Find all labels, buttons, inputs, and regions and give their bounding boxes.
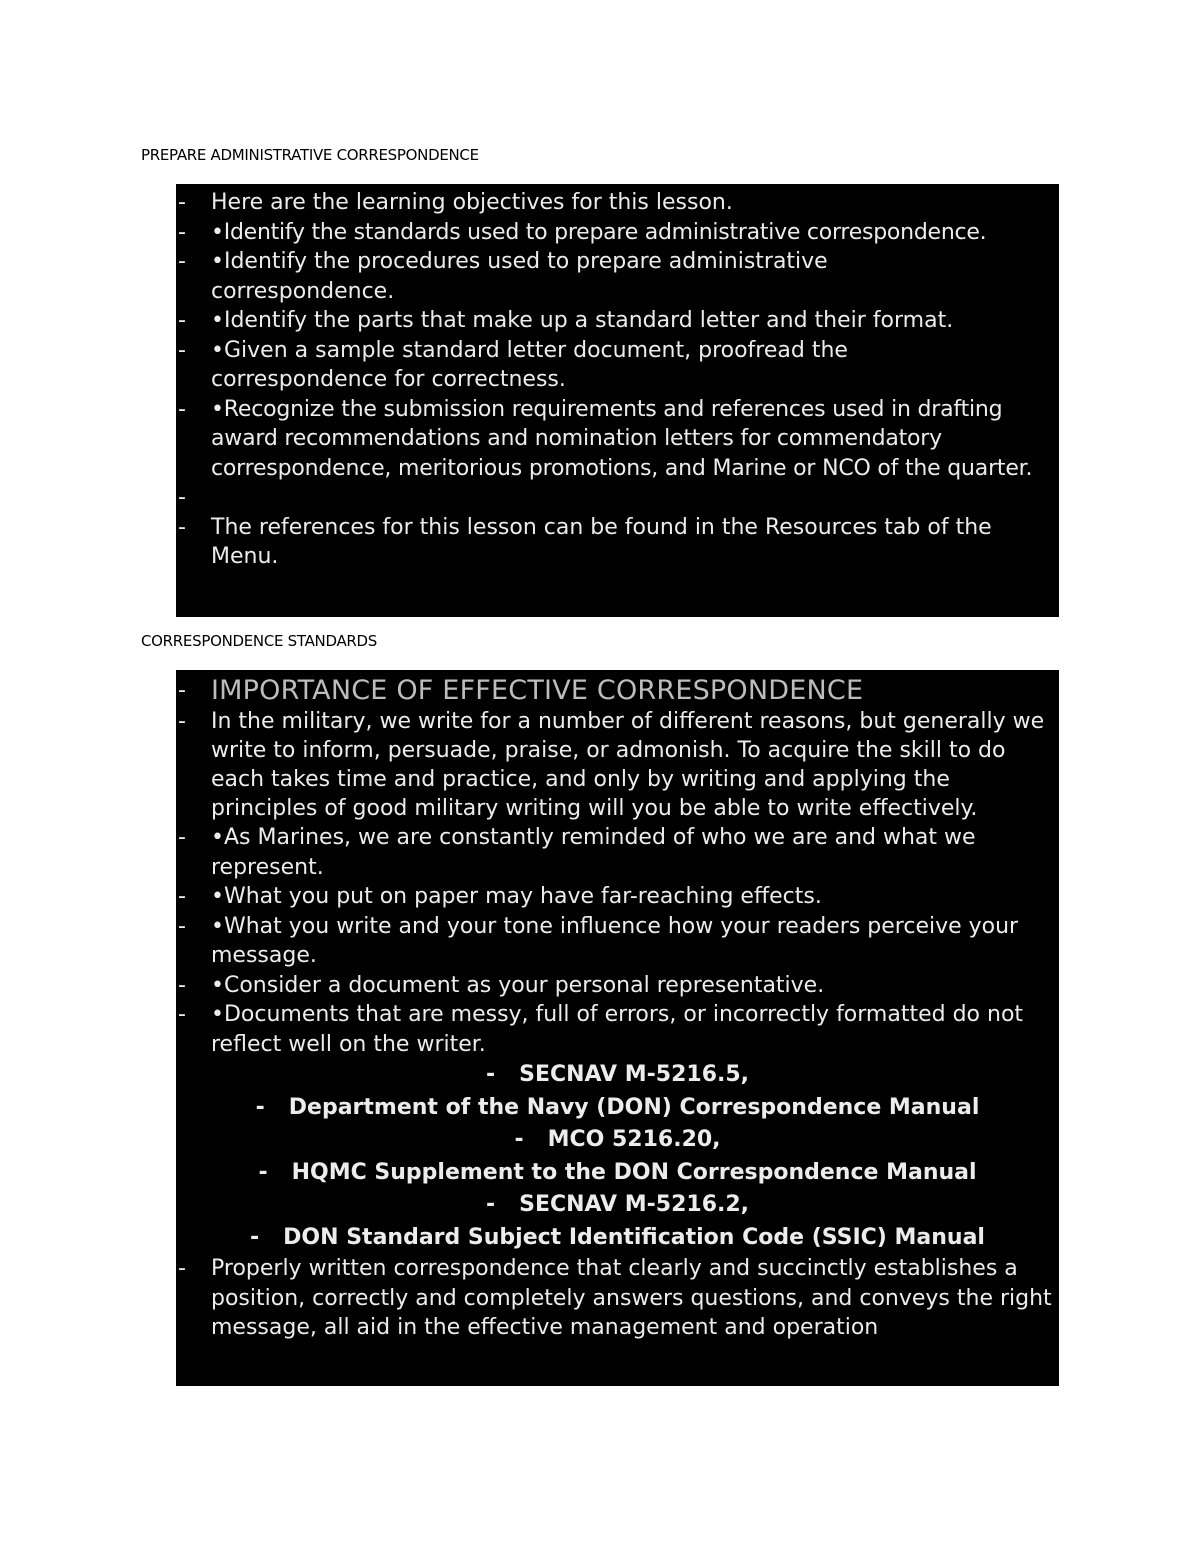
list-item — [176, 395, 1059, 484]
dash-marker: - — [250, 1224, 260, 1250]
list-item-text — [211, 483, 1059, 513]
list-item — [176, 218, 1059, 248]
dash-marker: - — [178, 308, 186, 333]
list-item-text: •Identify the parts that make up a standard letter and their format. — [211, 308, 954, 333]
block-title: IMPORTANCE OF EFFECTIVE CORRESPONDENCE — [211, 675, 864, 706]
dash-marker: - — [514, 1127, 524, 1152]
list-item — [176, 882, 1059, 912]
list-item — [176, 483, 1059, 513]
reference-text: HQMC Supplement to the DON Correspondence Manual — [291, 1159, 977, 1185]
list-item-text: •Identify the procedures used to prepare administrative correspondence. — [211, 249, 828, 304]
dash-marker: - — [178, 1002, 186, 1027]
dash-marker: - — [178, 485, 186, 510]
list-item — [176, 513, 1059, 572]
list-item-text: •Identify the standards used to prepare administrative correspondence. — [211, 219, 987, 245]
list-item — [176, 247, 1059, 306]
dash-marker: - — [258, 1159, 268, 1185]
dash-marker: - — [485, 1192, 496, 1217]
list-item-text: •Given a sample standard letter document, proofread the correspondence for correctness. — [211, 337, 848, 392]
list-item-text: The references for this lesson can be found in the Resources tab of the Menu. — [211, 514, 992, 569]
reference-text: SECNAV M-5216.2, — [519, 1192, 750, 1217]
reference-text: MCO 5216.20, — [547, 1127, 721, 1152]
dash-marker: - — [178, 709, 186, 734]
dash-marker: - — [178, 884, 186, 909]
list-item-text: Here are the learning objectives for this lesson. — [211, 190, 733, 215]
dash-marker: - — [178, 825, 186, 850]
dash-marker: - — [255, 1094, 265, 1120]
dash-marker: - — [485, 1062, 496, 1087]
list-item — [176, 912, 1059, 971]
reference-text: DON Standard Subject Identification Code (SSIC) Manual — [283, 1224, 985, 1250]
reference-item — [176, 1222, 1059, 1255]
dash-marker: - — [178, 396, 186, 422]
correspondence-standards-block — [176, 670, 1059, 1386]
list-item-text: In the military, we write for a number of different reasons, but generally we write to inform, persuade, praise, or admonish. To acquire the skill to do each takes time and practice, and only by writing and applying the principles of good military writing will you be able to write effectively. — [211, 709, 1045, 821]
dash-marker: - — [178, 249, 186, 274]
dash-marker: - — [178, 219, 186, 245]
list-item — [176, 188, 1059, 218]
list-item-text: •What you put on paper may have far-reaching effects. — [211, 884, 822, 909]
reference-item — [176, 1189, 1059, 1222]
list-item-text: •What you write and your tone influence how your readers perceive your message. — [211, 913, 1019, 968]
dash-marker: - — [178, 972, 186, 998]
list-item — [176, 336, 1059, 395]
list-item — [176, 1254, 1059, 1343]
dash-marker: - — [178, 514, 186, 540]
section-heading-prepare: PREPARE ADMINISTRATIVE CORRESPONDENCE — [141, 146, 479, 164]
dash-marker: - — [178, 913, 186, 939]
list-item-text: •Documents that are messy, full of errors, or incorrectly formatted do not reflect well on the writer. — [211, 1002, 1024, 1057]
list-item-text: •Recognize the submission requirements and references used in drafting award recommendations and nomination letters for commendatory correspondence, meritorious promotions, and Marine or NCO of the quarter. — [211, 396, 1033, 481]
dash-marker: - — [178, 337, 186, 363]
section-heading-standards: CORRESPONDENCE STANDARDS — [141, 632, 378, 650]
list-item — [176, 1000, 1059, 1059]
list-item — [176, 707, 1059, 823]
list-item-text: •Consider a document as your personal representative. — [211, 972, 825, 998]
list-item-text: •As Marines, we are constantly reminded of who we are and what we represent. — [211, 825, 976, 880]
reference-item — [176, 1157, 1059, 1190]
dash-marker: - — [178, 190, 186, 215]
reference-item — [176, 1092, 1059, 1125]
list-item-text: Properly written correspondence that clearly and succinctly establishes a position, correctly and completely answers questions, and conveys the right message, all aid in the effective management and operation — [211, 1256, 1052, 1340]
reference-text: Department of the Navy (DON) Correspondence Manual — [288, 1094, 980, 1120]
dash-marker: - — [178, 1256, 186, 1281]
list-item — [176, 971, 1059, 1001]
dash-marker: - — [178, 678, 186, 703]
list-item — [176, 823, 1059, 882]
list-item — [176, 674, 1059, 707]
reference-item — [176, 1059, 1059, 1092]
reference-item — [176, 1124, 1059, 1157]
reference-text: SECNAV M-5216.5, — [519, 1062, 750, 1087]
learning-objectives-block — [176, 184, 1059, 617]
list-item — [176, 306, 1059, 336]
